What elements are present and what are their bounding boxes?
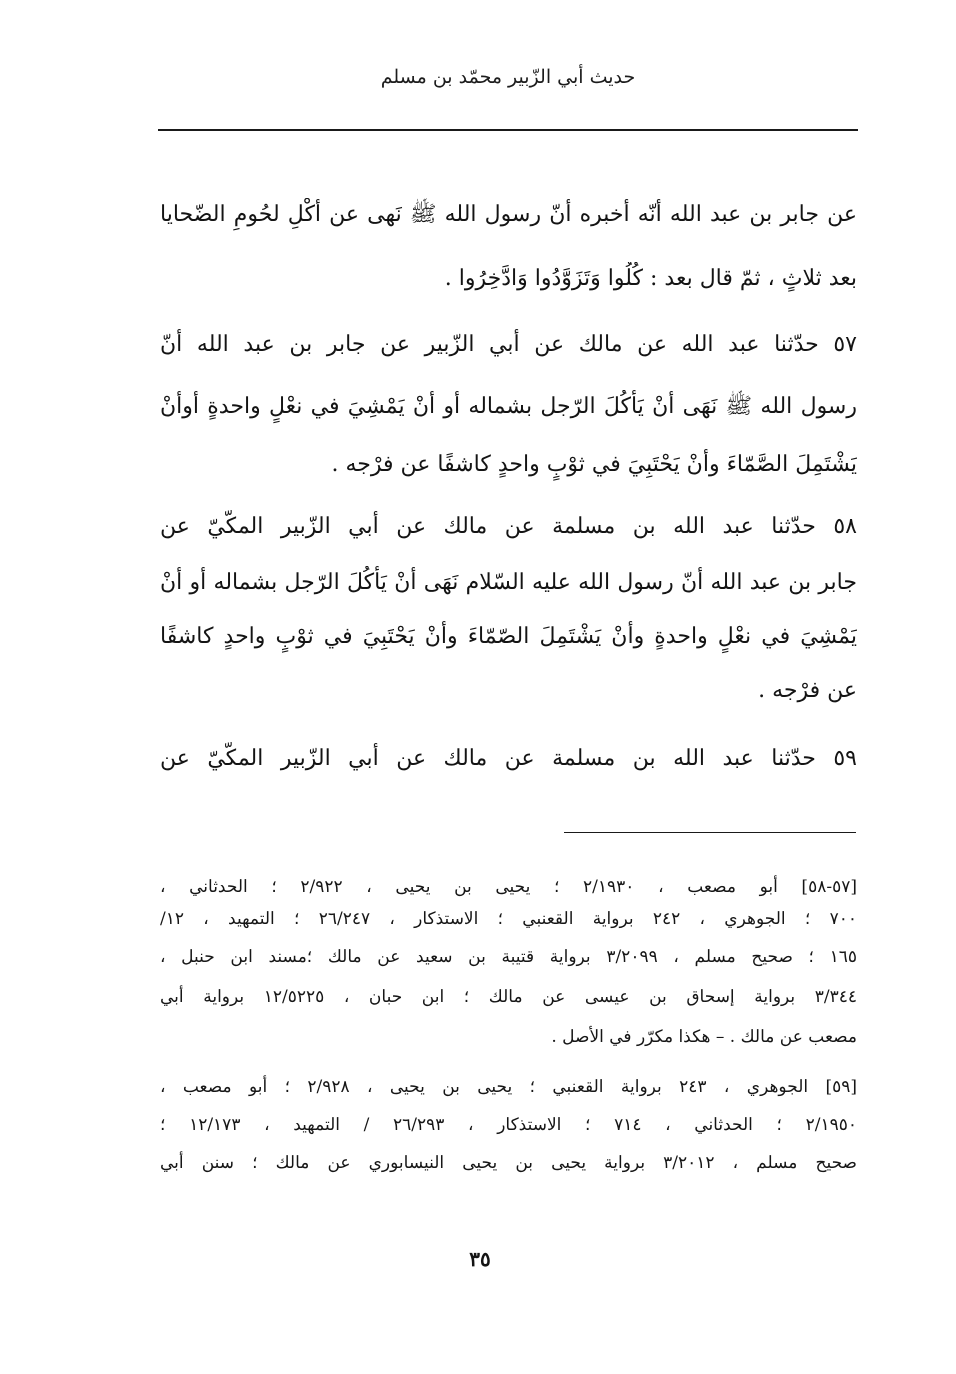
footnote-divider <box>564 832 856 833</box>
running-header: حديث أبي الزّبير محمّد بن مسلم <box>380 66 636 88</box>
footnote-line: ١٦٥ ؛ صحيح مسلم ، ٣/٢٠٩٩ برواية قتيبة بن سعيد عن مالك ؛مسند ابن حنبل ، <box>160 947 857 967</box>
hadith-57-line: ٥٧ حدّثنا عبد الله عن مالك عن أبي الزّبير عن جابر بن عبد الله أنّ <box>160 332 857 357</box>
text-line: بعد ثلاثٍ ، ثمّ قال بعد : كُلُوا وَتَزَوَّدُوا وَادَّخِرُوا . <box>444 266 857 291</box>
footnote-line: [٥٩] الجوهري ، ٢٤٣ برواية القعنبي ؛ يحيى بن يحيى ، ٢/٩٢٨ ؛ أبو مصعب ، <box>160 1077 857 1097</box>
footnote-line: صحيح مسلم ، ٣/٢٠١٢ برواية يحيى بن يحيى النيسابوري عن مالك ؛ سنن أبي <box>160 1153 857 1173</box>
page-number: ٣٥ <box>469 1247 491 1271</box>
text-line: عن جابر بن عبد الله أنّه أخبره أنّ رسول الله ﷺ نَهى عن أكْلِ لحُومِ الضّحايا <box>160 202 857 227</box>
hadith-59-line: ٥٩ حدّثنا عبد الله بن مسلمة عن مالك عن أبي الزّبير المكّيّ عن <box>160 746 857 771</box>
text-line: جابر بن عبد الله أنّ رسول الله عليه السّلام نَهَى أنْ يَأْكُلَ الرّجل بشماله أو أنْ <box>160 570 857 595</box>
text-line: رسول الله ﷺ نَهَى أنْ يَأْكُلَ الرّجل بشماله أو أنْ يَمْشِيَ في نعْلٍ واحدةٍ أوأنْ <box>160 394 857 419</box>
footnote-line: ٢/١٩٥٠ ؛ الحدثاني ، ٧١٤ ؛ الاستذكار ، ٢٦/٢٩٣ / التمهيد ، ١٢/١٧٣ ؛ <box>160 1115 857 1135</box>
text-line: يَشْتَمِلَ الصَّمّاءَ وأنْ يَحْتَبِيَ في ثوْبٍ واحدٍ كاشفًا عن فرْجه . <box>331 452 857 477</box>
hadith-58-line: ٥٨ حدّثنا عبد الله بن مسلمة عن مالك عن أبي الزّبير المكّيّ عن <box>160 514 857 539</box>
text-line: عن فرْجه . <box>758 678 857 703</box>
footnote-line: ٧٠٠ ؛ الجوهري ، ٢٤٢ برواية القعنبي ؛ الاستذكار ، ٢٦/٢٤٧ ؛ التمهيد ، ١٢/ <box>160 909 857 929</box>
footnote-line: [٥٧-٥٨] أبو مصعب ، ٢/١٩٣٠ ؛ يحيى بن يحيى ، ٢/٩٢٢ ؛ الحدثاني ، <box>160 877 857 897</box>
footnote-line: مصعب عن مالك . – هكذا مكرّر في الأصل . <box>551 1027 857 1047</box>
footnote-line: ٣/٣٤٤ برواية إسحاق بن عيسى عن مالك ؛ ابن حبان ، ١٢/٥٢٢٥ برواية أبي <box>160 987 857 1007</box>
header-divider <box>158 129 858 131</box>
text-line: يَمْشِيَ في نعْلٍ واحدةٍ وأنْ يَشْتَمِلَ الصّمّاءَ وأنْ يَحْتَبِيَ في ثوْبٍ واحدٍ كاشفًا <box>160 624 857 649</box>
